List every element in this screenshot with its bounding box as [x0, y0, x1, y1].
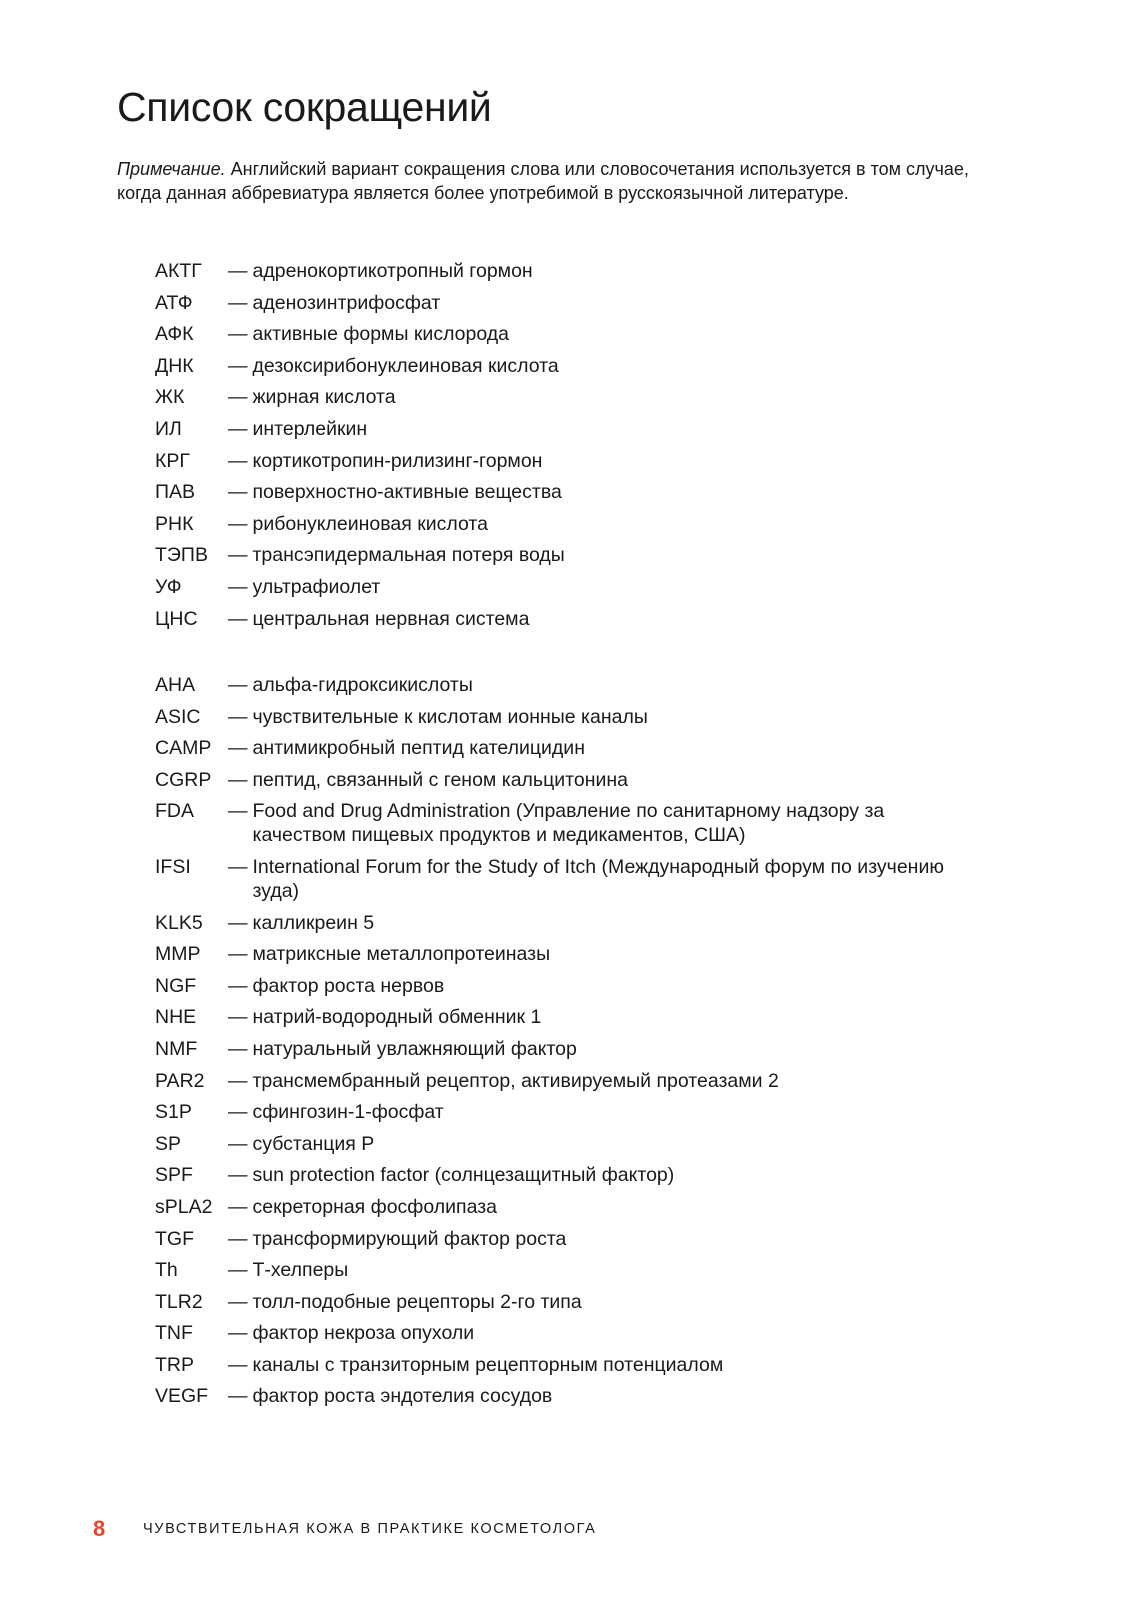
- abbreviation-definition: International Forum for the Study of Itch (Международный форум по изучению зуда): [252, 855, 944, 902]
- abbreviation-entry: [155, 1290, 953, 1314]
- abbreviation-dash: —: [228, 737, 248, 760]
- abbreviation-entry: [155, 1321, 953, 1345]
- abbreviation-entry: [155, 1132, 953, 1156]
- abbreviation-term: TNF: [155, 1322, 193, 1345]
- abbreviation-dash: —: [228, 768, 248, 791]
- abbreviation-entry: [155, 575, 953, 599]
- abbreviation-dash: —: [228, 1101, 248, 1124]
- abbreviation-dash: —: [228, 705, 248, 728]
- abbreviation-term: VEGF: [155, 1385, 209, 1408]
- abbreviation-dash: —: [228, 417, 248, 440]
- abbreviation-definition: сфингозин-1-фосфат: [252, 1101, 444, 1124]
- abbreviation-dash: —: [228, 607, 248, 630]
- abbreviation-dash: —: [228, 1353, 248, 1376]
- abbreviation-entry: [155, 705, 953, 729]
- abbreviation-entry: [155, 1353, 953, 1377]
- abbreviation-term: PAR2: [155, 1069, 205, 1092]
- abbreviation-entry: [155, 385, 953, 409]
- abbreviation-definition: sun protection factor (солнцезащитный фактор): [252, 1164, 675, 1187]
- abbreviation-dash: —: [228, 354, 248, 377]
- abbreviation-definition: субстанция Р: [252, 1132, 375, 1155]
- abbreviation-dash: —: [228, 386, 248, 409]
- abbreviation-entry: [155, 1258, 953, 1282]
- abbreviation-definition: калликреин 5: [252, 911, 375, 934]
- abbreviation-dash: —: [228, 1069, 248, 1092]
- abbreviation-entry: [155, 607, 953, 631]
- abbreviation-dash: —: [228, 1195, 248, 1218]
- abbreviation-definition: Т-хелперы: [252, 1259, 349, 1282]
- abbreviation-dash: —: [228, 512, 248, 535]
- abbreviation-definition: фактор некроза опухоли: [252, 1322, 475, 1345]
- abbreviation-entry: [155, 673, 953, 697]
- abbreviation-dash: —: [228, 911, 248, 934]
- abbreviation-dash: —: [228, 943, 248, 966]
- abbreviation-definition: аденозинтрифосфат: [252, 291, 441, 314]
- abbreviation-term: TGF: [155, 1227, 194, 1250]
- abbreviation-definition: интерлейкин: [252, 417, 368, 440]
- abbreviation-entry: [155, 1037, 953, 1061]
- russian-abbreviations-list: [155, 259, 953, 638]
- abbreviation-dash: —: [228, 855, 248, 878]
- abbreviation-term: ЖК: [155, 386, 185, 409]
- abbreviation-definition: поверхностно-активные вещества: [252, 481, 562, 504]
- abbreviation-entry: [155, 1005, 953, 1029]
- abbreviation-term: АФК: [155, 323, 194, 346]
- abbreviation-term: sPLA2: [155, 1195, 213, 1218]
- abbreviation-term: УФ: [155, 575, 182, 598]
- abbreviation-term: ТЭПВ: [155, 544, 208, 567]
- abbreviation-term: NHE: [155, 1006, 197, 1029]
- abbreviation-dash: —: [228, 674, 248, 696]
- abbreviation-term: ПАВ: [155, 481, 196, 504]
- abbreviation-entry: [155, 1384, 953, 1408]
- abbreviation-term: FDA: [155, 800, 194, 823]
- abbreviation-definition: Food and Drug Administration (Управление по санитарному надзору за качеством пищевых продуктов и медикаментов, США): [252, 800, 885, 847]
- abbreviation-definition: натрий-водородный обменник 1: [252, 1006, 542, 1029]
- abbreviation-dash: —: [228, 1006, 248, 1029]
- abbreviation-definition: альфа-гидроксикислоты: [252, 674, 473, 696]
- abbreviation-entry: [155, 354, 953, 378]
- abbreviation-definition: чувствительные к кислотам ионные каналы: [252, 705, 648, 728]
- abbreviation-entry: [155, 1163, 953, 1187]
- abbreviation-entry: [155, 543, 953, 567]
- abbreviation-dash: —: [228, 481, 248, 504]
- abbreviation-dash: —: [228, 260, 248, 282]
- abbreviation-term: АТФ: [155, 291, 193, 314]
- note-text: Английский вариант сокращения слова или словосочетания используется в том случае, когда данная аббревиатура является более употребимой в русскоязычной литературе.: [117, 159, 969, 203]
- abbreviation-definition: дезоксирибонуклеиновая кислота: [252, 354, 559, 377]
- abbreviation-term: KLK5: [155, 911, 203, 934]
- abbreviation-entry: [155, 259, 953, 283]
- abbreviation-entry: [155, 291, 953, 315]
- abbreviation-entry: [155, 480, 953, 504]
- abbreviation-definition: толл-подобные рецепторы 2-го типа: [252, 1290, 582, 1313]
- abbreviation-term: КРГ: [155, 449, 190, 472]
- abbreviation-definition: кортикотропин-рилизинг-гормон: [252, 449, 543, 472]
- english-abbreviations-list: [155, 673, 953, 1416]
- abbreviation-entry: [155, 942, 953, 966]
- abbreviation-dash: —: [228, 544, 248, 567]
- abbreviation-entry: [155, 512, 953, 536]
- abbreviation-dash: —: [228, 1132, 248, 1155]
- abbreviation-definition: трансмембранный рецептор, активируемый протеазами 2: [252, 1069, 779, 1092]
- abbreviation-entry: [155, 911, 953, 935]
- running-title: ЧУВСТВИТЕЛЬНАЯ КОЖА В ПРАКТИКЕ КОСМЕТОЛОГА: [143, 1521, 597, 1537]
- abbreviation-entry: [155, 768, 953, 792]
- abbreviation-term: NMF: [155, 1037, 198, 1060]
- abbreviation-definition: трансформирующий фактор роста: [252, 1227, 567, 1250]
- abbreviation-entry: [155, 1227, 953, 1251]
- abbreviation-definition: адренокортикотропный гормон: [252, 260, 533, 282]
- abbreviation-entry: [155, 799, 953, 847]
- abbreviation-definition: активные формы кислорода: [252, 323, 509, 346]
- abbreviation-term: NGF: [155, 974, 197, 997]
- abbreviation-definition: каналы с транзиторным рецепторным потенциалом: [252, 1353, 724, 1376]
- abbreviation-entry: [155, 736, 953, 760]
- abbreviation-definition: пептид, связанный с геном кальцитонина: [252, 768, 628, 791]
- abbreviation-entry: [155, 1195, 953, 1219]
- abbreviation-term: TRP: [155, 1353, 194, 1376]
- abbreviation-dash: —: [228, 800, 248, 823]
- abbreviation-dash: —: [228, 1259, 248, 1282]
- abbreviation-term: SPF: [155, 1164, 193, 1187]
- page-number: 8: [93, 1516, 106, 1541]
- abbreviation-term: CAMP: [155, 737, 212, 760]
- abbreviation-dash: —: [228, 323, 248, 346]
- abbreviation-definition: натуральный увлажняющий фактор: [252, 1037, 577, 1060]
- abbreviation-term: Th: [155, 1259, 178, 1282]
- abbreviation-term: ASIC: [155, 705, 201, 728]
- abbreviation-term: РНК: [155, 512, 194, 535]
- abbreviation-dash: —: [228, 974, 248, 997]
- abbreviation-term: IFSI: [155, 855, 191, 878]
- abbreviation-entry: [155, 1100, 953, 1124]
- abbreviation-dash: —: [228, 1322, 248, 1345]
- note-paragraph: [117, 157, 977, 205]
- abbreviation-dash: —: [228, 1164, 248, 1187]
- abbreviation-dash: —: [228, 1290, 248, 1313]
- abbreviation-term: SP: [155, 1132, 182, 1155]
- abbreviation-definition: центральная нервная система: [252, 607, 530, 630]
- abbreviation-entry: [155, 1069, 953, 1093]
- abbreviation-term: CGRP: [155, 768, 212, 791]
- abbreviation-term: AHA: [155, 674, 196, 696]
- abbreviation-definition: антимикробный пептид кателицидин: [252, 737, 585, 760]
- abbreviation-dash: —: [228, 1227, 248, 1250]
- abbreviation-term: S1P: [155, 1101, 192, 1124]
- abbreviation-entry: [155, 974, 953, 998]
- abbreviation-term: ИЛ: [155, 417, 182, 440]
- abbreviation-definition: матриксные металлопротеиназы: [252, 943, 551, 966]
- abbreviation-dash: —: [228, 575, 248, 598]
- abbreviation-entry: [155, 855, 953, 903]
- abbreviation-definition: фактор роста нервов: [252, 974, 445, 997]
- abbreviation-definition: рибонуклеиновая кислота: [252, 512, 488, 535]
- abbreviation-definition: жирная кислота: [252, 386, 396, 409]
- abbreviation-entry: [155, 417, 953, 441]
- abbreviation-definition: трансэпидермальная потеря воды: [252, 544, 565, 567]
- abbreviation-dash: —: [228, 449, 248, 472]
- abbreviation-dash: —: [228, 1037, 248, 1060]
- abbreviation-dash: —: [228, 1385, 248, 1408]
- abbreviation-entry: [155, 322, 953, 346]
- page-footer: [93, 1518, 596, 1540]
- abbreviation-term: ЦНС: [155, 607, 198, 630]
- abbreviation-definition: ультрафиолет: [252, 575, 381, 598]
- abbreviation-definition: фактор роста эндотелия сосудов: [252, 1385, 553, 1408]
- abbreviation-definition: секреторная фосфолипаза: [252, 1195, 498, 1218]
- note-label: Примечание.: [117, 159, 226, 179]
- abbreviation-dash: —: [228, 291, 248, 314]
- abbreviation-term: АКТГ: [155, 260, 202, 282]
- abbreviation-term: MMP: [155, 943, 201, 966]
- page-title: Список сокращений: [117, 84, 492, 130]
- abbreviation-term: TLR2: [155, 1290, 203, 1313]
- abbreviation-term: ДНК: [155, 354, 194, 377]
- abbreviation-entry: [155, 449, 953, 473]
